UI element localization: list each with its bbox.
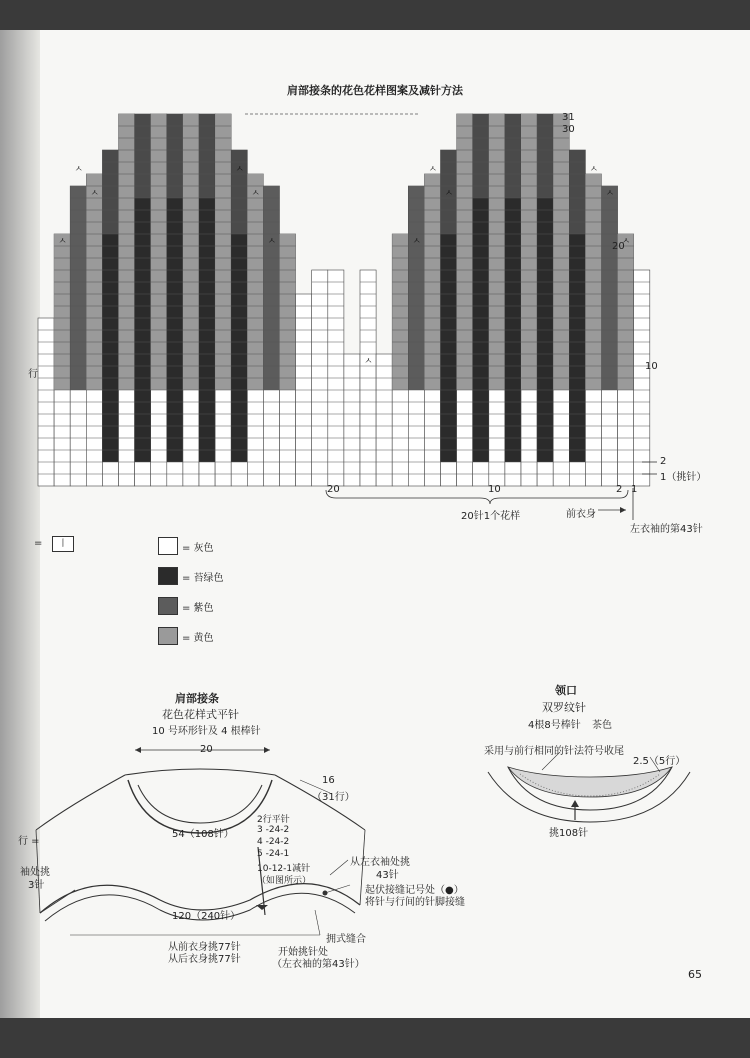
chart-color-band [119, 114, 135, 390]
collar-note-pointer [542, 752, 560, 770]
pointer-sleeve [330, 860, 348, 875]
chart-dark-band [231, 234, 247, 462]
chart-column [376, 354, 392, 486]
legend-label-purple: = 紫色 [182, 603, 214, 614]
collar-pick: 挑108针 [549, 828, 589, 839]
chart-color-band [553, 114, 569, 390]
decrease-mark: ㅅ [589, 165, 599, 175]
decrease-mark: ㅅ [267, 237, 277, 247]
mark-1: 起伏接缝记号处（●） [365, 885, 464, 896]
shoulder-outer: 120（240针） [172, 911, 241, 922]
decrease-mark: ㅅ [444, 189, 454, 199]
row-label-30: 30 [562, 124, 575, 135]
left-arm-line [40, 890, 75, 913]
dec-5: 10-12-1减针 [257, 864, 311, 874]
shoulder-width-top: 20 [200, 744, 213, 755]
row-label-31: 31 [562, 112, 575, 123]
chart-color-band [280, 234, 296, 390]
decrease-mark: ㅅ [58, 237, 67, 247]
legend-label-yellow: = 黄色 [182, 633, 214, 644]
shoulder-needles: 10 号环形针及 4 根棒针 [152, 726, 261, 737]
collar-arrowhead [571, 800, 579, 807]
chart-color-band [54, 234, 70, 390]
decrease-mark: ㅅ [90, 189, 100, 199]
legend-swatch-yellow [158, 627, 178, 645]
chart-color-band [489, 114, 505, 390]
col-label-1: 1 [631, 484, 638, 495]
shoulder-inner: 54（108针） [172, 829, 234, 840]
chart-color-band [618, 234, 634, 390]
col-label-10: 10 [488, 484, 501, 495]
chart-color-band [521, 114, 537, 390]
decrease-mark: ㅅ [412, 237, 422, 247]
collar-band-inner [508, 767, 672, 797]
collar-title: 领口 [555, 684, 577, 697]
dec-4: 5 -24-1 [257, 849, 290, 859]
collar-subtitle: 双罗纹针 [542, 701, 586, 714]
collar-needles: 4根8号棒针 [528, 720, 581, 731]
shoulder-title: 肩部接条 [175, 692, 219, 705]
legend-swatch-gray [158, 537, 178, 555]
legend-extra-symbol: 丨 [58, 539, 68, 549]
decrease-mark: ㅅ [74, 165, 83, 175]
collar-note: 采用与前行相同的针法符号收尾 [484, 746, 624, 757]
chart-color-band [408, 186, 424, 390]
shoulder-subtitle: 花色花样式平针 [162, 708, 239, 721]
decrease-mark: ㅅ [621, 237, 631, 247]
legend-swatch-moss [158, 567, 178, 585]
left-pick-1: 袖处挑 [20, 867, 50, 878]
col-label-20: 20 [327, 484, 340, 495]
collar-diagram [480, 752, 720, 832]
front-label: 前衣身 [566, 509, 596, 520]
dec-6: （如图所示） [257, 876, 312, 886]
front-pick: 从前衣身挑77针 [168, 942, 241, 953]
bottom-border [0, 1018, 750, 1058]
page-number: 65 [688, 968, 702, 981]
row-label-10: 10 [645, 361, 658, 372]
row-label-1: 1（挑针） [660, 472, 707, 483]
legend-label-gray: = 灰色 [182, 543, 214, 554]
pick-sleeve-1: 从左衣袖处挑 [350, 857, 410, 868]
center-arrowhead [256, 905, 268, 910]
dec-1: 2行平针 [257, 815, 290, 825]
start-2: （左衣袖的第43针） [272, 959, 365, 970]
row-label-2: 2 [660, 456, 667, 467]
back-pick: 从后衣身挑77针 [168, 954, 241, 965]
chart-column [344, 354, 360, 486]
pointer-marker [325, 885, 350, 893]
dec-3: 4 -24-2 [257, 837, 290, 847]
chart-color-band [215, 114, 231, 390]
chart-color-band [70, 186, 86, 390]
decrease-mark: ㅅ [251, 189, 261, 199]
chart-color-band [392, 234, 408, 390]
legend-swatch-purple [158, 597, 178, 615]
chart-color-band [151, 114, 167, 390]
chart-color-band [602, 186, 618, 390]
dec-2: 3 -24-2 [257, 825, 290, 835]
start-1: 开始挑针处 [278, 947, 328, 958]
chart-dark-band [441, 234, 457, 462]
chart-color-band [263, 186, 279, 390]
yoke-left-side [36, 775, 125, 830]
legend-label-moss: = 苔绿色 [182, 573, 224, 584]
yoke-inner-band-2 [138, 785, 262, 823]
decrease-mark: ㅅ [428, 165, 438, 175]
shoulder-side-b: （31行） [312, 792, 355, 803]
pointer-seam [315, 910, 320, 935]
chart-dark-band [569, 234, 585, 462]
chart-dark-band [102, 234, 118, 462]
front-arrowhead [620, 507, 626, 513]
left-pick-2: 3针 [28, 880, 45, 891]
legend-extra: = [34, 538, 43, 549]
chart-color-band [183, 114, 199, 390]
mark-2: 将针与行间的针脚接缝 [365, 897, 465, 908]
col-label-2: 2 [616, 484, 623, 495]
decrease-mark: ㅅ [605, 189, 615, 199]
left-edge: 行 = [18, 836, 40, 847]
pick-sleeve-2: 43针 [376, 870, 399, 881]
repeat-brace [326, 490, 628, 504]
yoke-outer-top [125, 769, 275, 775]
decrease-mark: ㅅ [364, 357, 373, 367]
marker-dot [323, 891, 328, 896]
collar-height: 2.5（5行） [633, 756, 686, 767]
left-sleeve-label: 左衣袖的第43针 [630, 524, 703, 535]
chart-title: 肩部接条的花色花样图案及减针方法 [287, 84, 463, 97]
seam-label: 拥式缝合 [326, 934, 366, 945]
decrease-mark: ㅅ [235, 165, 244, 175]
grid-background [38, 114, 650, 486]
left-fragment: 行 [28, 369, 38, 380]
shoulder-side-a: 16 [322, 775, 335, 786]
legend-extra-box [52, 536, 74, 552]
repeat-label: 20针1个花样 [461, 511, 521, 522]
collar-height-pointer [650, 757, 660, 772]
row-label-20: 20 [612, 241, 625, 252]
collar-color: 茶色 [592, 720, 612, 731]
chart-color-band [457, 114, 473, 390]
